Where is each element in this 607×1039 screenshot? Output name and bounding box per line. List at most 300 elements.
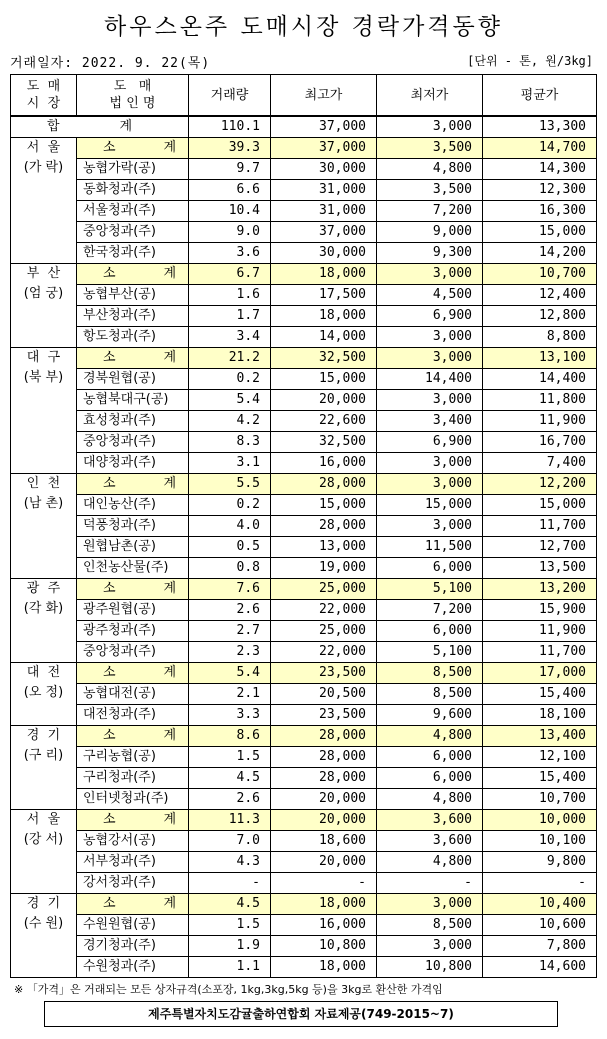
corp-name: 대전청과(주)	[77, 705, 189, 726]
row-avg: 15,400	[483, 684, 597, 705]
row-avg: 15,400	[483, 768, 597, 789]
row-avg: 10,700	[483, 789, 597, 810]
row-avg: 11,900	[483, 621, 597, 642]
unit-label: [단위 - 톤, 원/3kg]	[467, 54, 593, 68]
corp-name: 인터넷청과(주)	[77, 789, 189, 810]
row-volume: 4.3	[189, 852, 271, 873]
row-volume: 2.6	[189, 600, 271, 621]
market-name: 경 기	[26, 728, 61, 743]
row-avg: 14,400	[483, 369, 597, 390]
subtotal-max: 25,000	[271, 579, 377, 600]
page-title: 하우스온주 도매시장 경락가격동향	[104, 14, 503, 40]
row-max: 20,500	[271, 684, 377, 705]
corp-name: 농협부산(공)	[77, 285, 189, 306]
corp-name: 농협대전(공)	[77, 684, 189, 705]
table-row	[11, 684, 597, 705]
header-market-line2: 시 장	[26, 96, 61, 111]
subtotal-row	[11, 810, 597, 831]
market-name: 부 산	[26, 266, 61, 281]
market-district: (강 서)	[23, 832, 64, 847]
market-district: (구 리)	[23, 748, 64, 763]
subtotal-volume: 4.5	[189, 894, 271, 915]
subtotal-row	[11, 348, 597, 369]
header-row	[11, 75, 597, 117]
market-district: (각 화)	[23, 601, 64, 616]
row-min: 3,000	[377, 327, 483, 348]
footnote: ※ 「가격」은 거래되는 모든 상자규격(소포장, 1kg,3kg,5kg 등)을 3kg로 환산한 가격임	[14, 983, 443, 996]
subtotal-avg: 10,700	[483, 264, 597, 285]
row-max: -	[271, 873, 377, 894]
table-row	[11, 516, 597, 537]
row-min: -	[377, 873, 483, 894]
row-max: 14,000	[271, 327, 377, 348]
row-max: 31,000	[271, 201, 377, 222]
row-volume: 0.2	[189, 495, 271, 516]
header-corp-line2: 법 인 명	[109, 96, 156, 111]
row-avg: 11,900	[483, 411, 597, 432]
row-volume: 1.1	[189, 957, 271, 978]
corp-name: 수원청과(주)	[77, 957, 189, 978]
corp-name: 강서청과(주)	[77, 873, 189, 894]
row-avg: 9,800	[483, 852, 597, 873]
subtotal-min: 8,500	[377, 663, 483, 684]
subtotal-avg: 14,700	[483, 138, 597, 159]
total-row	[11, 116, 597, 138]
row-volume: 5.4	[189, 390, 271, 411]
subtotal-label	[77, 810, 189, 831]
subtotal-min: 3,000	[377, 474, 483, 495]
total-label-2: 계	[119, 119, 132, 134]
subtotal-label-2: 계	[163, 896, 176, 911]
row-avg: 16,700	[483, 432, 597, 453]
table-row	[11, 957, 597, 978]
market-district: (북 부)	[23, 370, 64, 385]
market-name: 대 전	[26, 665, 61, 680]
subtotal-label	[77, 264, 189, 285]
row-avg: 10,600	[483, 915, 597, 936]
header-market	[11, 75, 77, 117]
row-max: 22,600	[271, 411, 377, 432]
subtotal-avg: 17,000	[483, 663, 597, 684]
corp-name: 구리농협(공)	[77, 747, 189, 768]
subtotal-avg: 10,400	[483, 894, 597, 915]
subtotal-row	[11, 138, 597, 159]
header-volume: 거래량	[189, 75, 271, 117]
market-name-cell	[11, 348, 77, 474]
table-row	[11, 621, 597, 642]
row-max: 23,500	[271, 705, 377, 726]
table-row	[11, 831, 597, 852]
table-row	[11, 600, 597, 621]
subtotal-label	[77, 663, 189, 684]
row-max: 18,000	[271, 957, 377, 978]
row-volume: 9.7	[189, 159, 271, 180]
row-max: 18,000	[271, 306, 377, 327]
row-max: 20,000	[271, 789, 377, 810]
row-min: 11,500	[377, 537, 483, 558]
subtotal-volume: 8.6	[189, 726, 271, 747]
subtotal-max: 23,500	[271, 663, 377, 684]
row-max: 20,000	[271, 852, 377, 873]
subtotal-label	[77, 348, 189, 369]
row-min: 3,600	[377, 831, 483, 852]
row-volume: 0.5	[189, 537, 271, 558]
row-min: 9,600	[377, 705, 483, 726]
row-min: 8,500	[377, 684, 483, 705]
row-min: 7,200	[377, 600, 483, 621]
row-volume: 2.1	[189, 684, 271, 705]
row-volume: 2.6	[189, 789, 271, 810]
row-avg: 7,800	[483, 936, 597, 957]
subtotal-min: 3,000	[377, 894, 483, 915]
row-avg: 15,000	[483, 495, 597, 516]
row-max: 15,000	[271, 369, 377, 390]
row-volume: 3.6	[189, 243, 271, 264]
row-avg: 12,300	[483, 180, 597, 201]
row-max: 22,000	[271, 642, 377, 663]
subtotal-label-2: 계	[163, 266, 176, 281]
row-max: 30,000	[271, 243, 377, 264]
row-volume: 2.3	[189, 642, 271, 663]
market-name: 대 구	[26, 350, 61, 365]
source-box: 제주특별자치도감귤출하연합회 자료제공(749-2015~7)	[44, 1001, 558, 1027]
row-avg: 12,800	[483, 306, 597, 327]
row-volume: 2.7	[189, 621, 271, 642]
subtotal-min: 3,600	[377, 810, 483, 831]
row-min: 3,000	[377, 453, 483, 474]
corp-name: 경기청과(주)	[77, 936, 189, 957]
row-volume: 1.6	[189, 285, 271, 306]
subtotal-label	[77, 474, 189, 495]
subtotal-row	[11, 663, 597, 684]
subtotal-label-1: 소	[103, 896, 116, 911]
market-name: 서 울	[26, 140, 61, 155]
row-avg: 11,700	[483, 642, 597, 663]
subtotal-label-1: 소	[103, 266, 116, 281]
row-min: 6,900	[377, 432, 483, 453]
subtotal-label-2: 계	[163, 140, 176, 155]
row-avg: 8,800	[483, 327, 597, 348]
corp-name: 서울청과(주)	[77, 201, 189, 222]
row-max: 13,000	[271, 537, 377, 558]
row-min: 7,200	[377, 201, 483, 222]
row-avg: -	[483, 873, 597, 894]
row-min: 3,400	[377, 411, 483, 432]
subtotal-row	[11, 894, 597, 915]
market-name-cell	[11, 138, 77, 264]
corp-name: 항도청과(주)	[77, 327, 189, 348]
row-min: 15,000	[377, 495, 483, 516]
row-max: 18,600	[271, 831, 377, 852]
subtotal-avg: 13,400	[483, 726, 597, 747]
row-min: 4,800	[377, 852, 483, 873]
header-market-line1: 도 매	[26, 79, 61, 94]
row-volume: 4.5	[189, 768, 271, 789]
subtotal-avg: 13,200	[483, 579, 597, 600]
subtotal-label-2: 계	[163, 665, 176, 680]
corp-name: 중앙청과(주)	[77, 432, 189, 453]
market-name-cell	[11, 726, 77, 810]
corp-name: 효성청과(주)	[77, 411, 189, 432]
subtotal-label-2: 계	[163, 812, 176, 827]
price-table	[10, 74, 597, 978]
row-volume: -	[189, 873, 271, 894]
row-min: 8,500	[377, 915, 483, 936]
row-volume: 4.2	[189, 411, 271, 432]
row-min: 4,800	[377, 789, 483, 810]
market-name-cell	[11, 663, 77, 726]
row-min: 9,000	[377, 222, 483, 243]
corp-name: 수원원협(공)	[77, 915, 189, 936]
row-avg: 14,300	[483, 159, 597, 180]
subtotal-row	[11, 264, 597, 285]
row-avg: 12,700	[483, 537, 597, 558]
subtotal-label	[77, 138, 189, 159]
subtotal-label	[77, 894, 189, 915]
subtotal-avg: 13,100	[483, 348, 597, 369]
table-row	[11, 747, 597, 768]
row-avg: 12,100	[483, 747, 597, 768]
total-label-1: 합	[47, 119, 60, 134]
corp-name: 동화청과(주)	[77, 180, 189, 201]
subtotal-label-1: 소	[103, 581, 116, 596]
table-row	[11, 936, 597, 957]
table-row	[11, 558, 597, 579]
row-max: 16,000	[271, 453, 377, 474]
table-row	[11, 495, 597, 516]
corp-name: 원협남촌(공)	[77, 537, 189, 558]
row-min: 6,000	[377, 768, 483, 789]
row-min: 6,000	[377, 747, 483, 768]
subtotal-row	[11, 579, 597, 600]
subtotal-volume: 5.4	[189, 663, 271, 684]
row-volume: 3.3	[189, 705, 271, 726]
subtotal-volume: 11.3	[189, 810, 271, 831]
row-volume: 1.7	[189, 306, 271, 327]
row-volume: 1.5	[189, 915, 271, 936]
header-max-price: 최고가	[271, 75, 377, 117]
row-min: 4,800	[377, 159, 483, 180]
table-row	[11, 453, 597, 474]
row-avg: 14,200	[483, 243, 597, 264]
corp-name: 광주청과(주)	[77, 621, 189, 642]
row-volume: 10.4	[189, 201, 271, 222]
subtotal-label-1: 소	[103, 728, 116, 743]
row-max: 28,000	[271, 516, 377, 537]
row-volume: 3.1	[189, 453, 271, 474]
row-avg: 18,100	[483, 705, 597, 726]
row-volume: 0.8	[189, 558, 271, 579]
subtotal-label-2: 계	[163, 350, 176, 365]
market-name-cell	[11, 894, 77, 978]
market-name-cell	[11, 264, 77, 348]
row-volume: 3.4	[189, 327, 271, 348]
row-volume: 1.5	[189, 747, 271, 768]
total-avg: 13,300	[483, 116, 597, 138]
subtotal-min: 5,100	[377, 579, 483, 600]
table-row	[11, 705, 597, 726]
row-max: 30,000	[271, 159, 377, 180]
total-label	[11, 116, 189, 138]
row-max: 20,000	[271, 390, 377, 411]
corp-name: 한국청과(주)	[77, 243, 189, 264]
subtotal-volume: 7.6	[189, 579, 271, 600]
row-volume: 8.3	[189, 432, 271, 453]
row-max: 17,500	[271, 285, 377, 306]
subtotal-volume: 39.3	[189, 138, 271, 159]
table-row	[11, 369, 597, 390]
market-district: (엄 궁)	[23, 286, 64, 301]
row-volume: 9.0	[189, 222, 271, 243]
corp-name: 중앙청과(주)	[77, 222, 189, 243]
total-max: 37,000	[271, 116, 377, 138]
subtotal-label-1: 소	[103, 350, 116, 365]
subtotal-min: 3,000	[377, 264, 483, 285]
table-row	[11, 432, 597, 453]
table-row	[11, 642, 597, 663]
header-avg-price: 평균가	[483, 75, 597, 117]
corp-name: 대인농산(주)	[77, 495, 189, 516]
subtotal-max: 28,000	[271, 726, 377, 747]
row-max: 10,800	[271, 936, 377, 957]
subtotal-label-1: 소	[103, 476, 116, 491]
row-min: 3,500	[377, 180, 483, 201]
corp-name: 광주원협(공)	[77, 600, 189, 621]
subtotal-label-2: 계	[163, 476, 176, 491]
table-row	[11, 222, 597, 243]
row-avg: 13,500	[483, 558, 597, 579]
corp-name: 중앙청과(주)	[77, 642, 189, 663]
row-max: 37,000	[271, 222, 377, 243]
table-row	[11, 873, 597, 894]
row-avg: 14,600	[483, 957, 597, 978]
market-district: (수 원)	[23, 916, 64, 931]
table-row	[11, 390, 597, 411]
market-name-cell	[11, 810, 77, 894]
row-max: 28,000	[271, 768, 377, 789]
row-volume: 1.9	[189, 936, 271, 957]
subtotal-max: 18,000	[271, 264, 377, 285]
header-corp-line1: 도 매	[113, 79, 152, 94]
subtotal-label-2: 계	[163, 728, 176, 743]
subtotal-volume: 21.2	[189, 348, 271, 369]
trade-date: 거래일자: 2022. 9. 22(목)	[10, 56, 211, 71]
subtotal-label-1: 소	[103, 140, 116, 155]
row-avg: 16,300	[483, 201, 597, 222]
row-max: 19,000	[271, 558, 377, 579]
row-avg: 11,700	[483, 516, 597, 537]
market-district: (남 촌)	[23, 496, 64, 511]
row-max: 25,000	[271, 621, 377, 642]
row-volume: 0.2	[189, 369, 271, 390]
row-min: 6,000	[377, 621, 483, 642]
row-min: 6,900	[377, 306, 483, 327]
row-min: 3,000	[377, 936, 483, 957]
table-row	[11, 411, 597, 432]
subtotal-min: 3,500	[377, 138, 483, 159]
header-corp	[77, 75, 189, 117]
subtotal-max: 28,000	[271, 474, 377, 495]
corp-name: 서부청과(주)	[77, 852, 189, 873]
subtotal-min: 3,000	[377, 348, 483, 369]
row-min: 6,000	[377, 558, 483, 579]
row-min: 3,000	[377, 516, 483, 537]
table-row	[11, 306, 597, 327]
row-volume: 4.0	[189, 516, 271, 537]
row-min: 4,500	[377, 285, 483, 306]
header-min-price: 최저가	[377, 75, 483, 117]
row-max: 15,000	[271, 495, 377, 516]
market-district: (오 정)	[23, 685, 64, 700]
row-min: 14,400	[377, 369, 483, 390]
row-avg: 10,100	[483, 831, 597, 852]
subtotal-label-1: 소	[103, 665, 116, 680]
corp-name: 덕풍청과(주)	[77, 516, 189, 537]
row-avg: 15,900	[483, 600, 597, 621]
subtotal-max: 18,000	[271, 894, 377, 915]
row-avg: 11,800	[483, 390, 597, 411]
subtotal-volume: 5.5	[189, 474, 271, 495]
corp-name: 인천농산물(주)	[77, 558, 189, 579]
table-row	[11, 915, 597, 936]
corp-name: 농협북대구(공)	[77, 390, 189, 411]
table-row	[11, 180, 597, 201]
subtotal-avg: 12,200	[483, 474, 597, 495]
row-max: 31,000	[271, 180, 377, 201]
corp-name: 부산청과(주)	[77, 306, 189, 327]
row-max: 16,000	[271, 915, 377, 936]
market-name: 경 기	[26, 896, 61, 911]
row-avg: 12,400	[483, 285, 597, 306]
row-max: 22,000	[271, 600, 377, 621]
row-min: 5,100	[377, 642, 483, 663]
subtotal-row	[11, 726, 597, 747]
table-row	[11, 159, 597, 180]
table-row	[11, 285, 597, 306]
subtotal-min: 4,800	[377, 726, 483, 747]
corp-name: 경북원협(공)	[77, 369, 189, 390]
row-min: 10,800	[377, 957, 483, 978]
market-name: 인 천	[26, 476, 61, 491]
market-name-cell	[11, 579, 77, 663]
market-name-cell	[11, 474, 77, 579]
subtotal-max: 20,000	[271, 810, 377, 831]
table-row	[11, 789, 597, 810]
table-row	[11, 768, 597, 789]
row-max: 28,000	[271, 747, 377, 768]
corp-name: 구리청과(주)	[77, 768, 189, 789]
subtotal-label	[77, 726, 189, 747]
subtotal-max: 37,000	[271, 138, 377, 159]
subtotal-volume: 6.7	[189, 264, 271, 285]
subtotal-avg: 10,000	[483, 810, 597, 831]
subtotal-label-2: 계	[163, 581, 176, 596]
table-row	[11, 201, 597, 222]
market-name: 광 주	[26, 581, 61, 596]
row-avg: 7,400	[483, 453, 597, 474]
table-row	[11, 327, 597, 348]
total-min: 3,000	[377, 116, 483, 138]
subtotal-label-1: 소	[103, 812, 116, 827]
subtotal-max: 32,500	[271, 348, 377, 369]
row-max: 32,500	[271, 432, 377, 453]
corp-name: 농협가락(공)	[77, 159, 189, 180]
market-district: (가 락)	[23, 160, 64, 175]
row-volume: 6.6	[189, 180, 271, 201]
corp-name: 농협강서(공)	[77, 831, 189, 852]
row-min: 9,300	[377, 243, 483, 264]
subtotal-label	[77, 579, 189, 600]
